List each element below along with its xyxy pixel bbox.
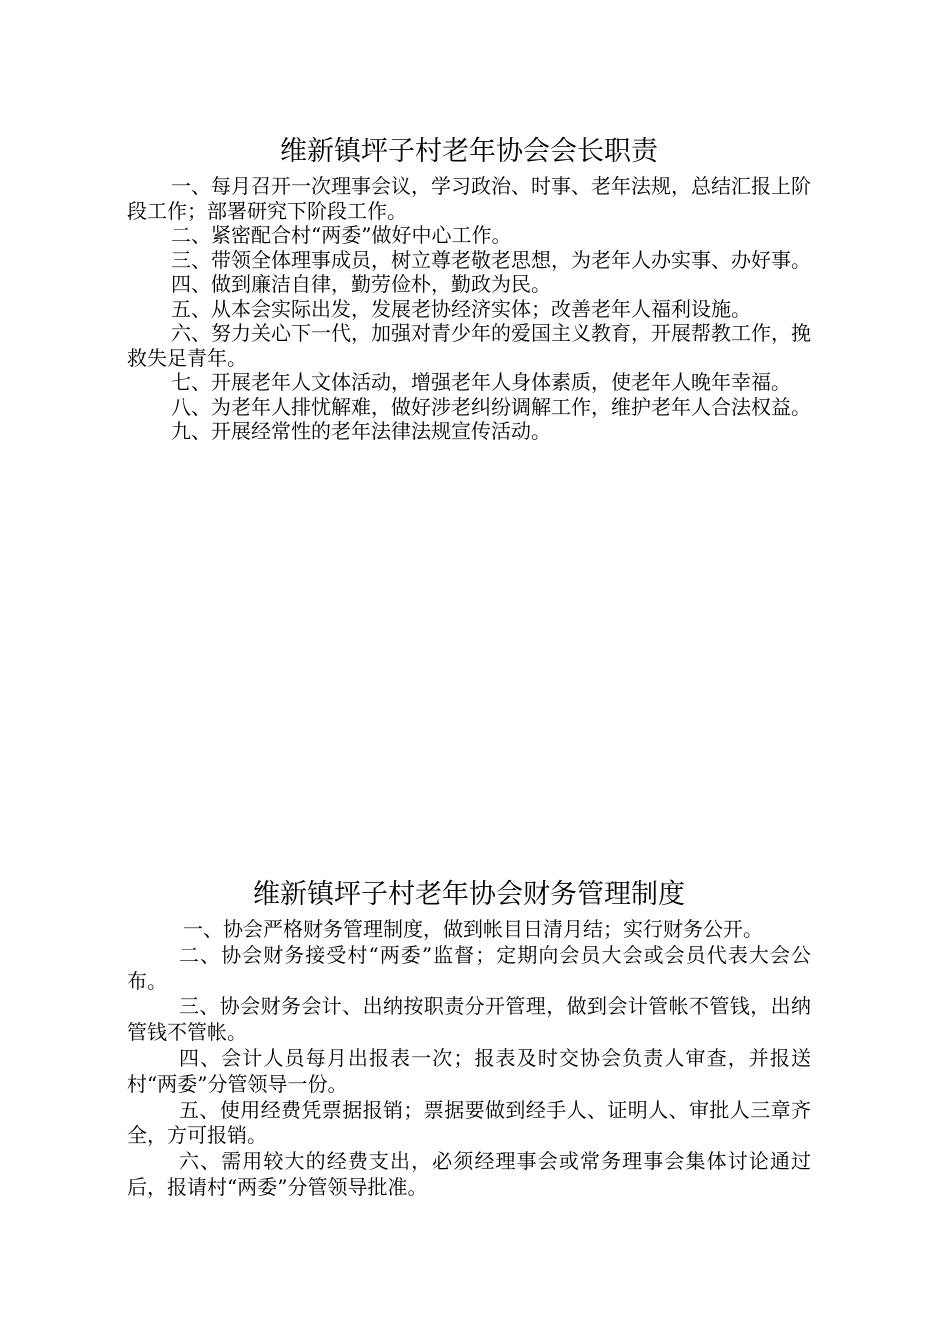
section-president-duties [127,130,811,444]
paragraph: 六、努力关心下一代，加强对青少年的爱国主义教育，开展帮教工作，挽救失足青年。 [127,321,811,370]
paragraph: 一、每月召开一次理事会议，学习政治、时事、老年法规，总结汇报上阶段工作；部署研究下阶段工作。 [127,174,811,223]
paragraph: 四、做到廉洁自律，勤劳俭朴，勤政为民。 [171,272,551,296]
paragraph: 七、开展老年人文体活动，增强老年人身体素质，使老年人晚年幸福。 [171,370,791,394]
section-title: 维新镇坪子村老年协会会长职责 [280,136,658,167]
paragraph: 八、为老年人排忧解难，做好涉老纠纷调解工作，维护老年人合法权益。 [171,394,811,419]
paragraph: 二、协会财务接受村“两委”监督；定期向会员大会或会员代表大会公布。 [127,942,811,993]
paragraph: 二、紧密配合村“两委”做好中心工作。 [171,223,512,247]
paragraph: 一、协会严格财务管理制度，做到帐目日清月结；实行财务公开。 [183,917,763,941]
paragraph: 五、从本会实际出发，发展老协经济实体；改善老年人福利设施。 [171,296,751,321]
paragraph: 三、协会财务会计、出纳按职责分开管理，做到会计管帐不管钱，出纳管钱不管帐。 [127,994,811,1045]
paragraph: 六、需用较大的经费支出，必须经理事会或常务理事会集体讨论通过后，报请村“两委”分管领导批准。 [127,1149,811,1199]
paragraph: 三、带领全体理事成员，树立尊老敬老思想，为老年人办实事、办好事。 [171,247,811,272]
section-title: 维新镇坪子村老年协会财务管理制度 [253,879,685,910]
paragraph: 四、会计人员每月出报表一次；报表及时交协会负责人审查，并报送村“两委”分管领导一份。 [127,1045,811,1096]
paragraph: 五、使用经费凭票据报销；票据要做到经手人、证明人、审批人三章齐全，方可报销。 [127,1097,811,1148]
section-finance-rules [127,873,811,1201]
paragraph: 九、开展经常性的老年法律法规宣传活动。 [171,419,551,443]
